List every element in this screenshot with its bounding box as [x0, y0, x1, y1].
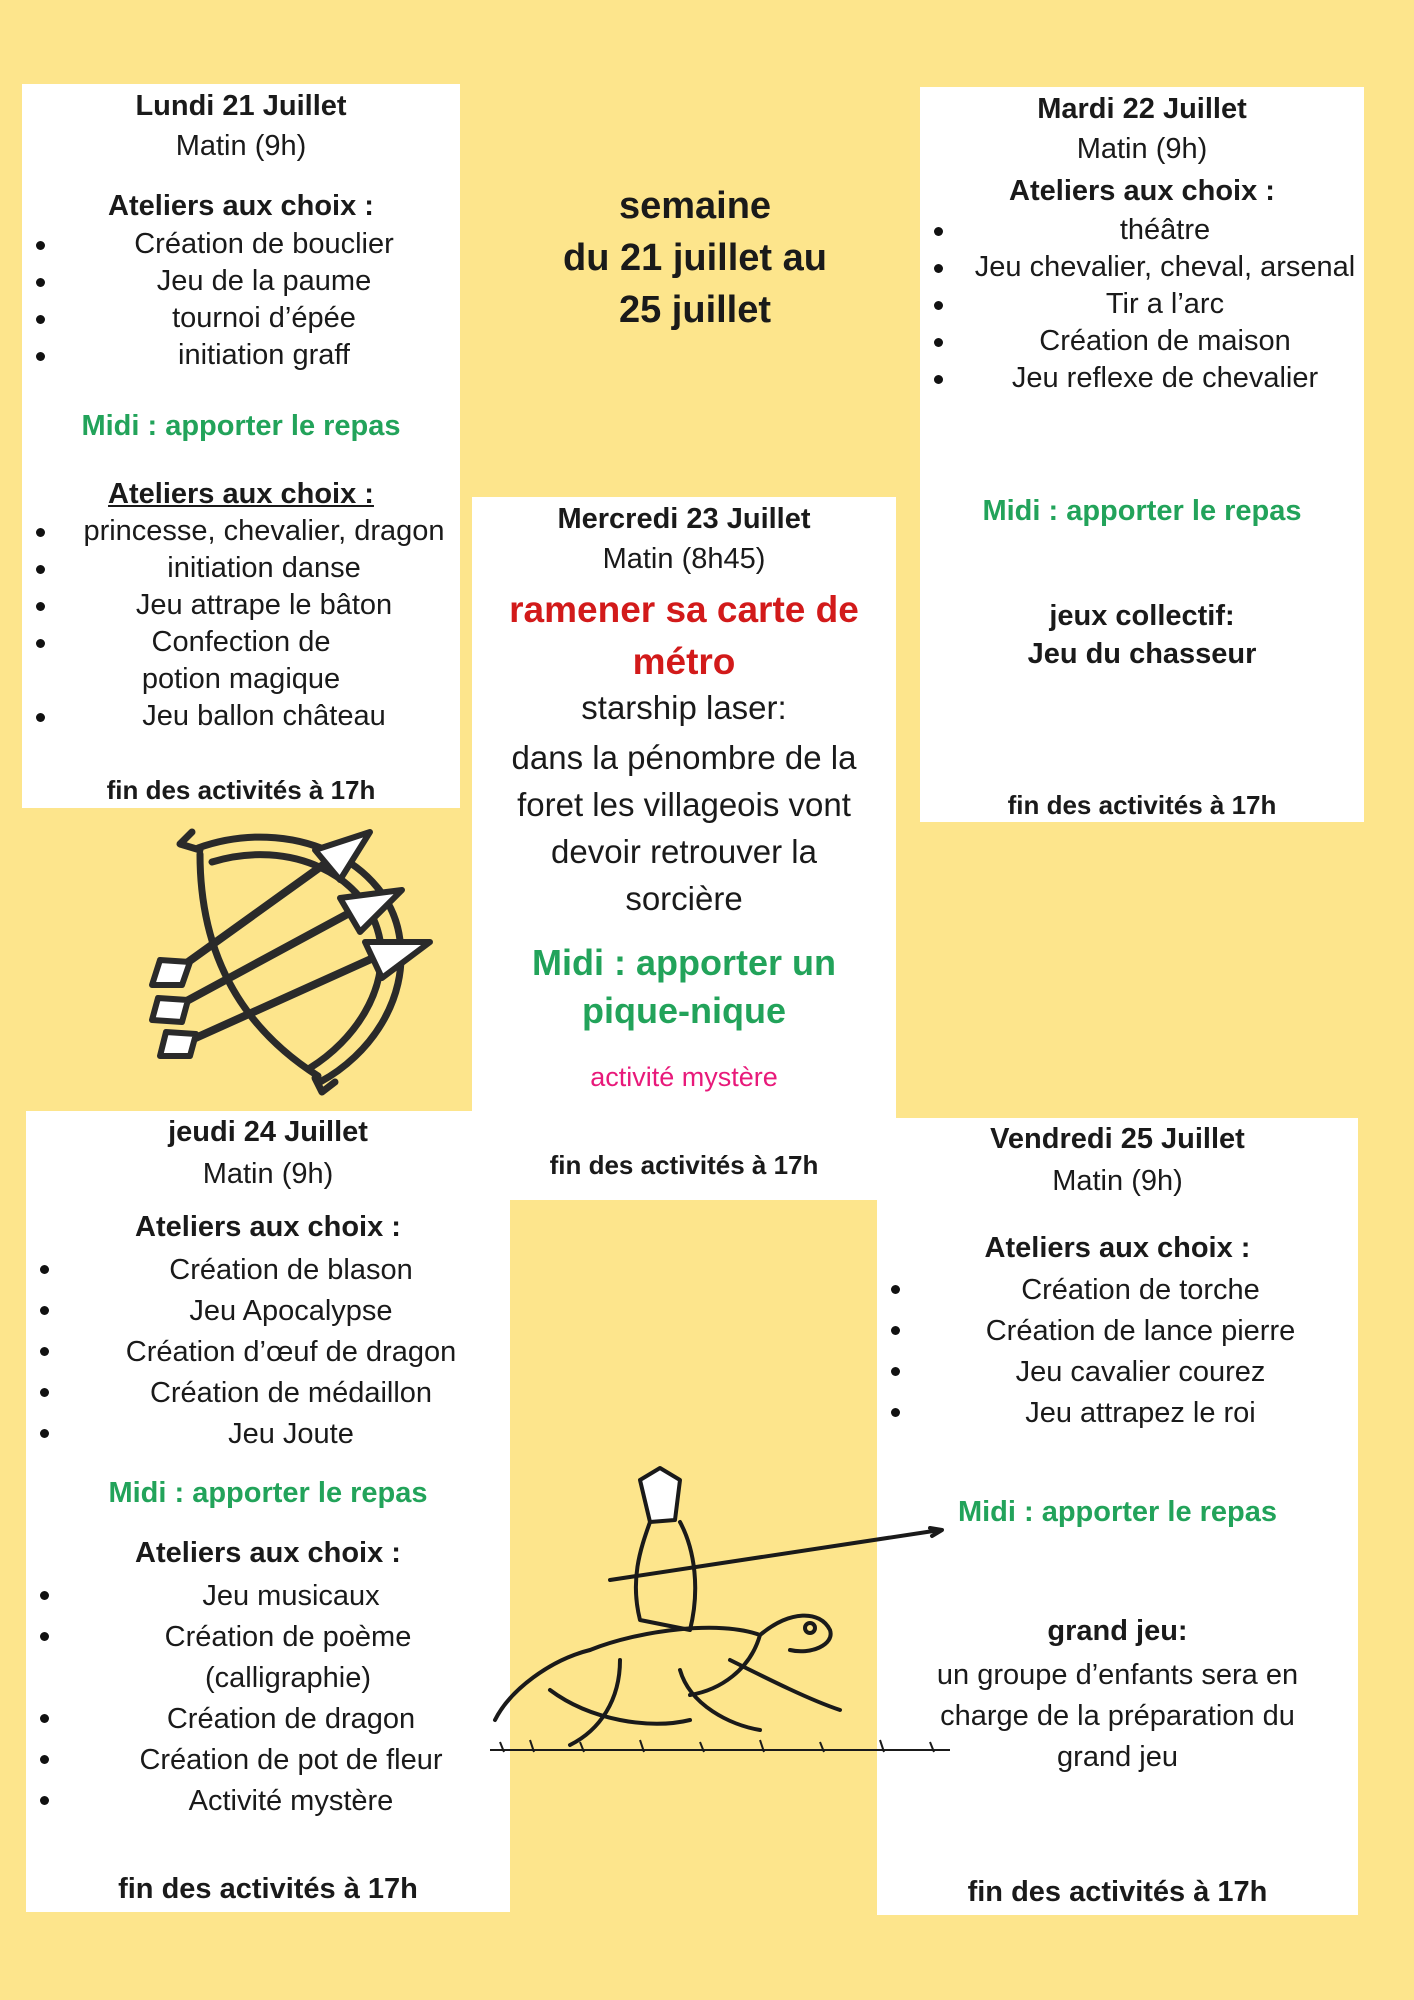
list-item: Création de torche — [877, 1270, 1358, 1311]
monday-workshops-title: Ateliers aux choix : — [108, 190, 374, 222]
tuesday-afternoon-title: jeux collectif: — [1049, 600, 1235, 632]
list-item: Jeu Apocalypse — [26, 1291, 510, 1332]
monday-day: Lundi 21 Juillet — [135, 90, 347, 122]
wednesday-notice: ramener sa carte de métro — [509, 589, 859, 682]
thursday-day: jeudi 24 Juillet — [168, 1116, 368, 1148]
list-item: Jeu chevalier, cheval, arsenal — [920, 249, 1364, 286]
list-item: Jeu ballon château — [22, 698, 460, 735]
thursday-end: fin des activités à 17h — [118, 1873, 418, 1905]
jousting-knight-icon — [490, 1460, 950, 1770]
wednesday-activity-desc: dans la pénombre de la foret les villageois vont devoir retrouver la sorcière — [511, 739, 857, 917]
tuesday-end: fin des activités à 17h — [1007, 790, 1277, 820]
tuesday-workshops-title: Ateliers aux choix : — [1009, 175, 1275, 207]
list-item: Création de poème (calligraphie) — [26, 1617, 510, 1699]
friday-workshops-list — [877, 1270, 1358, 1434]
tuesday-workshops-list — [920, 212, 1364, 397]
monday-end: fin des activités à 17h — [106, 775, 376, 805]
monday-workshops2-list — [22, 513, 460, 735]
list-item: Jeu musicaux — [26, 1576, 510, 1617]
list-item: Création de blason — [26, 1250, 510, 1291]
thursday-workshops-list — [26, 1250, 510, 1455]
wednesday-lunch: Midi : apporter un pique-nique — [532, 942, 836, 1031]
week-title-line1: semaine — [618, 185, 772, 227]
thursday-lunch: Midi : apporter le repas — [108, 1477, 428, 1509]
week-title-line2: du 21 juillet au — [563, 237, 827, 279]
list-item: Jeu attrapez le roi — [877, 1393, 1358, 1434]
bow-arrows-icon — [140, 820, 440, 1100]
tuesday-morning: Matin (9h) — [1076, 133, 1208, 165]
friday-end: fin des activités à 17h — [967, 1876, 1268, 1908]
list-item: Création de médaillon — [26, 1373, 510, 1414]
thursday-morning: Matin (9h) — [202, 1158, 334, 1190]
monday-lunch: Midi : apporter le repas — [81, 410, 401, 442]
list-item: Création de lance pierre — [877, 1311, 1358, 1352]
list-item: Jeu cavalier courez — [877, 1352, 1358, 1393]
wednesday-afternoon: activité mystère — [590, 1062, 778, 1092]
wednesday-day: Mercredi 23 Juillet — [557, 503, 811, 535]
wednesday-end: fin des activités à 17h — [549, 1150, 819, 1180]
friday-afternoon-desc: un groupe d’enfants sera en charge de la préparation du grand jeu — [936, 1659, 1299, 1773]
friday-workshops-title: Ateliers aux choix : — [984, 1232, 1251, 1264]
thursday-workshops2-title: Ateliers aux choix : — [135, 1537, 401, 1569]
tuesday-afternoon-game: Jeu du chasseur — [1027, 638, 1257, 670]
list-item: Jeu Joute — [26, 1414, 510, 1455]
list-item: initiation danse — [22, 550, 460, 587]
list-item: Confection de potion magique — [22, 624, 460, 698]
monday-workshops-list — [22, 226, 460, 374]
list-item: Activité mystère — [26, 1781, 510, 1822]
list-item: Création de dragon — [26, 1699, 510, 1740]
list-item: princesse, chevalier, dragon — [22, 513, 460, 550]
thursday-workshops2-list — [26, 1576, 510, 1822]
friday-lunch: Midi : apporter le repas — [957, 1496, 1278, 1528]
monday-card — [22, 84, 460, 808]
list-item: Jeu de la paume — [22, 263, 460, 300]
tuesday-day: Mardi 22 Juillet — [1037, 93, 1247, 125]
list-item: initiation graff — [22, 337, 460, 374]
list-item: Jeu attrape le bâton — [22, 587, 460, 624]
wednesday-activity-title: starship laser: — [581, 689, 787, 726]
list-item: Jeu reflexe de chevalier — [920, 360, 1364, 397]
week-title-line3: 25 juillet — [618, 289, 772, 331]
list-item: tournoi d’épée — [22, 300, 460, 337]
wednesday-morning: Matin (8h45) — [602, 543, 766, 575]
list-item: théâtre — [920, 212, 1364, 249]
tuesday-lunch: Midi : apporter le repas — [982, 495, 1302, 527]
friday-afternoon-title: grand jeu: — [1047, 1615, 1188, 1647]
list-item: Création d’œuf de dragon — [26, 1332, 510, 1373]
wednesday-card — [472, 497, 896, 1200]
list-item: Création de maison — [920, 323, 1364, 360]
friday-day: Vendredi 25 Juillet — [990, 1123, 1245, 1155]
tuesday-card — [920, 87, 1364, 822]
list-item: Création de pot de fleur — [26, 1740, 510, 1781]
list-item: Tir a l’arc — [920, 286, 1364, 323]
monday-morning: Matin (9h) — [175, 130, 307, 162]
monday-workshops2-title: Ateliers aux choix : — [108, 478, 374, 510]
thursday-workshops-title: Ateliers aux choix : — [135, 1211, 401, 1243]
thursday-card — [26, 1111, 510, 1912]
week-title — [520, 180, 870, 336]
list-item: Création de bouclier — [22, 226, 460, 263]
friday-morning: Matin (9h) — [1052, 1165, 1183, 1197]
